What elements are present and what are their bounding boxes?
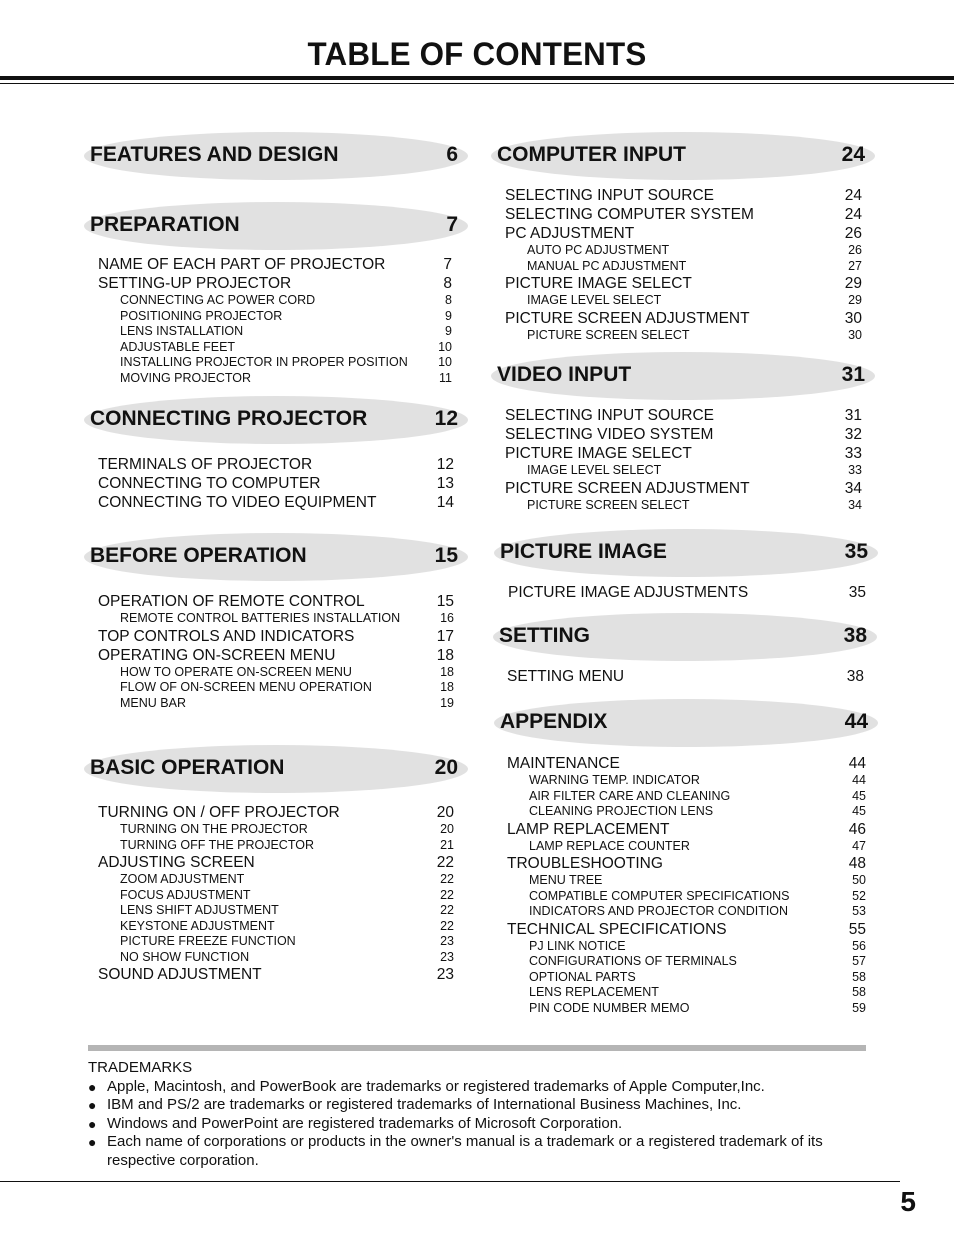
entry-page-number: 20 bbox=[436, 804, 454, 821]
entry-page-number: 23 bbox=[436, 966, 454, 983]
toc-subentry[interactable] bbox=[505, 259, 862, 275]
entry-page-number: 44 bbox=[848, 755, 866, 772]
entry-label: KEYSTONE ADJUSTMENT bbox=[120, 918, 275, 933]
bullet-icon: ● bbox=[88, 1078, 97, 1095]
toc-entry[interactable] bbox=[98, 965, 454, 984]
entry-page-number: 30 bbox=[848, 327, 862, 342]
entry-label: PIN CODE NUMBER MEMO bbox=[529, 1000, 690, 1015]
entry-page-number: 18 bbox=[440, 680, 454, 694]
entry-label: PJ LINK NOTICE bbox=[529, 938, 626, 953]
section-header[interactable] bbox=[495, 352, 865, 400]
entry-page-number: 18 bbox=[436, 646, 454, 664]
toc-subentry[interactable] bbox=[98, 838, 454, 854]
section-header[interactable] bbox=[495, 132, 865, 180]
toc-subentry[interactable] bbox=[507, 970, 866, 986]
toc-entry[interactable] bbox=[505, 425, 862, 444]
toc-subentry[interactable] bbox=[98, 355, 452, 371]
toc-subentry[interactable] bbox=[98, 888, 454, 904]
entry-page-number: 19 bbox=[440, 695, 454, 710]
entry-label: OPERATION OF REMOTE CONTROL bbox=[98, 593, 365, 610]
section-title: BEFORE OPERATION bbox=[90, 544, 307, 567]
entry-list bbox=[495, 406, 865, 513]
entry-page-number: 33 bbox=[844, 445, 862, 462]
entry-page-number: 22 bbox=[436, 854, 454, 871]
entry-label: PICTURE SCREEN SELECT bbox=[527, 497, 690, 512]
entry-page-number: 47 bbox=[852, 838, 866, 853]
entry-page-number: 21 bbox=[440, 837, 454, 852]
toc-entry[interactable] bbox=[98, 803, 454, 822]
entry-page-number: 58 bbox=[852, 985, 866, 999]
toc-subentry[interactable] bbox=[98, 822, 454, 838]
toc-entry[interactable] bbox=[98, 646, 454, 665]
section-page-number: 44 bbox=[844, 710, 868, 733]
toc-entry[interactable] bbox=[98, 455, 454, 474]
section-header[interactable] bbox=[88, 202, 458, 250]
section-header[interactable] bbox=[88, 745, 458, 793]
entry-label: OPTIONAL PARTS bbox=[529, 969, 636, 984]
entry-label: WARNING TEMP. INDICATOR bbox=[529, 773, 700, 787]
entry-page-number: 13 bbox=[436, 475, 454, 492]
entry-list bbox=[497, 667, 867, 686]
section-page-number: 12 bbox=[434, 407, 458, 430]
section-page-number: 20 bbox=[434, 756, 458, 779]
bullet-icon: ● bbox=[88, 1134, 97, 1150]
section-before-operation bbox=[88, 533, 458, 711]
section-picture-image bbox=[498, 529, 868, 602]
toc-subentry[interactable] bbox=[98, 324, 452, 340]
toc-subentry[interactable] bbox=[98, 340, 452, 356]
entry-label: SELECTING INPUT SOURCE bbox=[505, 407, 715, 424]
toc-entry[interactable] bbox=[505, 479, 862, 498]
section-title: APPENDIX bbox=[500, 710, 608, 733]
section-title: CONNECTING PROJECTOR bbox=[90, 407, 368, 430]
entry-page-number: 58 bbox=[852, 969, 866, 984]
entry-page-number: 9 bbox=[445, 308, 452, 323]
toc-subentry[interactable] bbox=[505, 463, 862, 479]
page-number: 5 bbox=[900, 1186, 916, 1217]
entry-label: TURNING OFF THE PROJECTOR bbox=[120, 837, 314, 852]
entry-list bbox=[88, 592, 458, 711]
section-header[interactable] bbox=[88, 396, 458, 444]
entry-page-number: 45 bbox=[852, 804, 866, 818]
toc-subentry[interactable] bbox=[98, 611, 454, 627]
entry-label: SELECTING INPUT SOURCE bbox=[505, 187, 715, 204]
page-title: TABLE OF CONTENTS bbox=[307, 36, 647, 72]
toc-subentry[interactable] bbox=[505, 293, 862, 309]
entry-label: FLOW OF ON-SCREEN MENU OPERATION bbox=[120, 680, 372, 694]
section-page-number: 35 bbox=[844, 540, 868, 563]
entry-label: TROUBLESHOOTING bbox=[507, 855, 663, 872]
entry-label: PICTURE SCREEN SELECT bbox=[527, 327, 690, 342]
entry-page-number: 22 bbox=[440, 887, 454, 902]
toc-subentry[interactable] bbox=[98, 903, 454, 919]
entry-page-number: 8 bbox=[443, 275, 452, 292]
entry-list bbox=[88, 803, 458, 984]
entry-label: AIR FILTER CARE AND CLEANING bbox=[529, 788, 731, 803]
section-basic-operation bbox=[88, 745, 458, 984]
entry-label: POSITIONING PROJECTOR bbox=[120, 308, 283, 323]
entry-page-number: 7 bbox=[443, 256, 452, 273]
toc-subentry[interactable] bbox=[505, 243, 862, 259]
toc-subentry[interactable] bbox=[507, 889, 866, 905]
toc-entry[interactable] bbox=[507, 754, 866, 773]
entry-page-number: 24 bbox=[844, 187, 862, 204]
toc-subentry[interactable] bbox=[507, 1001, 866, 1017]
entry-page-number: 26 bbox=[848, 243, 862, 257]
entry-label: SETTING MENU bbox=[507, 668, 625, 685]
section-header[interactable] bbox=[88, 132, 458, 180]
entry-page-number: 34 bbox=[848, 497, 862, 512]
entry-page-number: 46 bbox=[848, 820, 866, 838]
section-page-number: 7 bbox=[446, 213, 458, 236]
entry-page-number: 55 bbox=[848, 920, 866, 938]
entry-page-number: 10 bbox=[438, 339, 452, 354]
entry-page-number: 32 bbox=[844, 426, 862, 443]
section-title: VIDEO INPUT bbox=[497, 363, 632, 386]
toc-entry[interactable] bbox=[98, 255, 452, 274]
trademark-text: Apple, Macintosh, and PowerBook are trademarks or registered trademarks of Apple Computer,Inc. bbox=[107, 1077, 765, 1095]
toc-subentry[interactable] bbox=[507, 939, 866, 955]
entry-page-number: 22 bbox=[440, 918, 454, 933]
section-header[interactable] bbox=[88, 533, 458, 581]
trademark-item bbox=[88, 1078, 866, 1097]
entry-page-number: 34 bbox=[844, 479, 862, 497]
entry-list bbox=[88, 255, 458, 386]
entry-label: AUTO PC ADJUSTMENT bbox=[527, 243, 670, 257]
entry-label: ADJUSTABLE FEET bbox=[120, 339, 236, 354]
entry-label: TERMINALS OF PROJECTOR bbox=[98, 456, 313, 473]
toc-entry[interactable] bbox=[98, 474, 454, 493]
entry-label: LENS INSTALLATION bbox=[120, 324, 244, 338]
entry-label: INSTALLING PROJECTOR IN PROPER POSITION bbox=[120, 355, 408, 369]
entry-label: CONNECTING TO VIDEO EQUIPMENT bbox=[98, 494, 377, 511]
entry-label: NAME OF EACH PART OF PROJECTOR bbox=[98, 256, 386, 273]
entry-label: TURNING ON / OFF PROJECTOR bbox=[98, 804, 340, 821]
entry-label: SETTING-UP PROJECTOR bbox=[98, 275, 292, 292]
toc-subentry[interactable] bbox=[98, 665, 454, 681]
bottom-rule bbox=[88, 1045, 866, 1051]
entry-label: ZOOM ADJUSTMENT bbox=[120, 872, 245, 886]
entry-page-number: 29 bbox=[844, 275, 862, 292]
entry-page-number: 23 bbox=[440, 934, 454, 948]
entry-label: CONNECTING TO COMPUTER bbox=[98, 475, 321, 492]
entry-label: NO SHOW FUNCTION bbox=[120, 949, 250, 964]
entry-label: REMOTE CONTROL BATTERIES INSTALLATION bbox=[120, 611, 401, 625]
title-rule-thin bbox=[0, 83, 954, 84]
toc-subentry[interactable] bbox=[98, 309, 452, 325]
toc-subentry[interactable] bbox=[98, 950, 454, 966]
bullet-icon: ● bbox=[88, 1115, 97, 1132]
entry-label: LENS SHIFT ADJUSTMENT bbox=[120, 903, 279, 917]
entry-page-number: 29 bbox=[848, 293, 862, 307]
entry-page-number: 8 bbox=[445, 293, 452, 307]
entry-label: MAINTENANCE bbox=[507, 755, 620, 772]
toc-subentry[interactable] bbox=[98, 872, 454, 888]
section-page-number: 6 bbox=[446, 143, 458, 166]
section-page-number: 38 bbox=[843, 624, 867, 647]
entry-page-number: 12 bbox=[436, 456, 454, 473]
entry-page-number: 31 bbox=[844, 407, 862, 424]
entry-page-number: 38 bbox=[846, 668, 864, 685]
toc-subentry[interactable] bbox=[505, 498, 862, 514]
section-page-number: 31 bbox=[841, 363, 865, 386]
entry-label: PICTURE SCREEN ADJUSTMENT bbox=[505, 479, 750, 497]
section-title: FEATURES AND DESIGN bbox=[90, 143, 339, 166]
entry-label: PICTURE IMAGE SELECT bbox=[505, 445, 692, 462]
entry-page-number: 48 bbox=[848, 855, 866, 872]
entry-page-number: 30 bbox=[844, 309, 862, 327]
entry-label: IMAGE LEVEL SELECT bbox=[527, 293, 662, 307]
entry-label: MANUAL PC ADJUSTMENT bbox=[527, 258, 687, 273]
entry-label: SELECTING VIDEO SYSTEM bbox=[505, 426, 714, 443]
section-title: COMPUTER INPUT bbox=[497, 143, 686, 166]
section-header[interactable] bbox=[498, 699, 868, 747]
toc-subentry[interactable] bbox=[507, 773, 866, 789]
section-preparation bbox=[88, 202, 458, 386]
trademarks-block bbox=[88, 1059, 866, 1170]
entry-page-number: 26 bbox=[844, 225, 862, 242]
entry-label: FOCUS ADJUSTMENT bbox=[120, 887, 251, 902]
entry-label: LAMP REPLACEMENT bbox=[507, 820, 670, 838]
entry-page-number: 23 bbox=[440, 949, 454, 964]
toc-subentry[interactable] bbox=[98, 371, 452, 387]
section-features-and-design bbox=[88, 132, 458, 188]
entry-label: TOP CONTROLS AND INDICATORS bbox=[98, 627, 355, 645]
entry-label: SOUND ADJUSTMENT bbox=[98, 966, 262, 983]
toc-subentry[interactable] bbox=[507, 804, 866, 820]
toc-subentry[interactable] bbox=[507, 873, 866, 889]
trademarks-heading: TRADEMARKS bbox=[88, 1059, 193, 1076]
trademark-text: Each name of corporations or products in the owner's manual is a trademark or a registered trademark of its respective corporation. bbox=[107, 1133, 823, 1169]
entry-label: PICTURE SCREEN ADJUSTMENT bbox=[505, 309, 750, 327]
toc-entry[interactable] bbox=[505, 274, 862, 293]
entry-label: PICTURE IMAGE SELECT bbox=[505, 275, 692, 292]
trademark-text: Windows and PowerPoint are registered trademarks of Microsoft Corporation. bbox=[107, 1114, 623, 1132]
trademark-item bbox=[88, 1133, 866, 1170]
section-appendix bbox=[498, 699, 868, 1016]
entry-label: CONNECTING AC POWER CORD bbox=[120, 293, 316, 307]
entry-list bbox=[498, 583, 868, 602]
section-computer-input bbox=[495, 132, 865, 343]
entry-page-number: 22 bbox=[440, 903, 454, 917]
entry-page-number: 11 bbox=[439, 370, 452, 385]
toc-entry[interactable] bbox=[505, 406, 862, 425]
toc-entry[interactable] bbox=[505, 186, 862, 205]
entry-page-number: 16 bbox=[440, 611, 454, 625]
entry-label: CLEANING PROJECTION LENS bbox=[529, 804, 714, 818]
entry-page-number: 59 bbox=[852, 1000, 866, 1015]
section-header[interactable] bbox=[498, 529, 868, 577]
entry-label: OPERATING ON-SCREEN MENU bbox=[98, 646, 336, 664]
toc-subentry[interactable] bbox=[507, 789, 866, 805]
entry-label: LENS REPLACEMENT bbox=[529, 985, 659, 999]
section-title: BASIC OPERATION bbox=[90, 756, 285, 779]
entry-list bbox=[495, 186, 865, 343]
section-setting bbox=[497, 613, 867, 686]
toc-entry[interactable] bbox=[505, 444, 862, 463]
toc-entry[interactable] bbox=[507, 667, 864, 686]
entry-page-number: 50 bbox=[852, 873, 866, 887]
entry-label: PICTURE IMAGE ADJUSTMENTS bbox=[508, 584, 749, 601]
trademark-item bbox=[88, 1096, 866, 1115]
toc-entry[interactable] bbox=[98, 627, 454, 646]
section-title: SETTING bbox=[499, 624, 591, 647]
entry-label: TECHNICAL SPECIFICATIONS bbox=[507, 920, 727, 938]
entry-page-number: 18 bbox=[440, 664, 454, 679]
toc-subentry[interactable] bbox=[98, 293, 452, 309]
toc-subentry[interactable] bbox=[98, 934, 454, 950]
trademark-text: IBM and PS/2 are trademarks or registered trademarks of International Business Machines, Inc. bbox=[107, 1096, 742, 1113]
toc-entry[interactable] bbox=[98, 274, 452, 293]
entry-label: ADJUSTING SCREEN bbox=[98, 854, 255, 871]
toc-subentry[interactable] bbox=[505, 328, 862, 344]
entry-label: PICTURE FREEZE FUNCTION bbox=[120, 934, 296, 948]
toc-entry[interactable] bbox=[98, 853, 454, 872]
entry-list bbox=[498, 754, 868, 1016]
entry-label: COMPATIBLE COMPUTER SPECIFICATIONS bbox=[529, 888, 790, 903]
title-rule bbox=[0, 76, 954, 80]
entry-label: CONFIGURATIONS OF TERMINALS bbox=[529, 954, 737, 968]
entry-page-number: 52 bbox=[852, 888, 866, 903]
toc-subentry[interactable] bbox=[507, 985, 866, 1001]
entry-page-number: 14 bbox=[436, 494, 454, 511]
entry-page-number: 20 bbox=[440, 822, 454, 836]
section-page-number: 24 bbox=[841, 143, 865, 166]
entry-label: MENU TREE bbox=[529, 873, 603, 887]
toc-subentry[interactable] bbox=[98, 919, 454, 935]
toc-subentry[interactable] bbox=[507, 904, 866, 920]
entry-label: IMAGE LEVEL SELECT bbox=[527, 463, 662, 477]
section-video-input bbox=[495, 352, 865, 513]
entry-list bbox=[88, 455, 458, 512]
entry-page-number: 53 bbox=[852, 904, 866, 918]
trademark-item bbox=[88, 1115, 866, 1134]
entry-label: MOVING PROJECTOR bbox=[120, 370, 252, 385]
entry-label: MENU BAR bbox=[120, 695, 186, 710]
entry-page-number: 44 bbox=[852, 773, 866, 787]
entry-page-number: 35 bbox=[848, 584, 866, 601]
footer-rule bbox=[0, 1181, 900, 1182]
entry-page-number: 10 bbox=[438, 355, 452, 369]
entry-label: SELECTING COMPUTER SYSTEM bbox=[505, 206, 754, 223]
entry-label: HOW TO OPERATE ON-SCREEN MENU bbox=[120, 664, 352, 679]
entry-page-number: 57 bbox=[852, 954, 866, 968]
entry-page-number: 22 bbox=[440, 872, 454, 886]
toc-subentry[interactable] bbox=[98, 680, 454, 696]
entry-page-number: 33 bbox=[848, 463, 862, 477]
entry-label: INDICATORS AND PROJECTOR CONDITION bbox=[529, 904, 789, 918]
toc-subentry[interactable] bbox=[98, 696, 454, 712]
entry-label: LAMP REPLACE COUNTER bbox=[529, 838, 690, 853]
toc-entry[interactable] bbox=[507, 820, 866, 839]
entry-label: TURNING ON THE PROJECTOR bbox=[120, 822, 308, 836]
toc-subentry[interactable] bbox=[507, 839, 866, 855]
entry-page-number: 17 bbox=[436, 627, 454, 645]
toc-entry[interactable] bbox=[505, 224, 862, 243]
section-header[interactable] bbox=[497, 613, 867, 661]
entry-page-number: 45 bbox=[852, 788, 866, 803]
toc-entry[interactable] bbox=[508, 583, 866, 602]
toc-entry[interactable] bbox=[98, 493, 454, 512]
toc-subentry[interactable] bbox=[507, 954, 866, 970]
section-connecting-projector bbox=[88, 396, 458, 512]
entry-page-number: 15 bbox=[436, 593, 454, 610]
entry-page-number: 27 bbox=[848, 258, 862, 273]
section-title: PICTURE IMAGE bbox=[500, 540, 667, 563]
toc-entry[interactable] bbox=[507, 854, 866, 873]
toc-entry[interactable] bbox=[505, 205, 862, 224]
toc-entry[interactable] bbox=[98, 592, 454, 611]
entry-page-number: 56 bbox=[852, 938, 866, 953]
entry-label: PC ADJUSTMENT bbox=[505, 225, 635, 242]
entry-page-number: 9 bbox=[445, 324, 452, 338]
toc-entry[interactable] bbox=[507, 920, 866, 939]
section-page-number: 15 bbox=[434, 544, 458, 567]
entry-page-number: 24 bbox=[844, 206, 862, 223]
bullet-icon: ● bbox=[88, 1097, 97, 1113]
toc-entry[interactable] bbox=[505, 309, 862, 328]
section-title: PREPARATION bbox=[90, 213, 240, 236]
